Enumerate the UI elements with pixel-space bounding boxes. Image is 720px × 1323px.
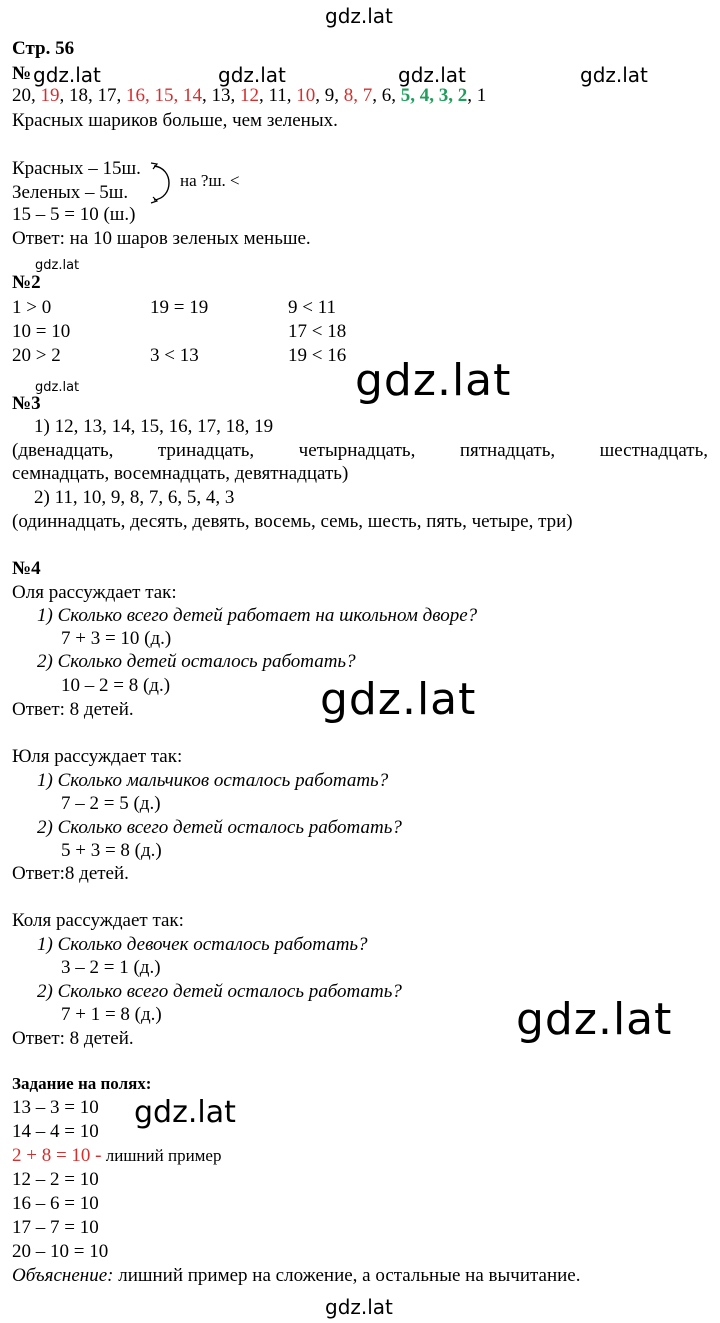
- margin-task-title: Задание на полях:: [12, 1074, 152, 1093]
- sequence-segment: 16, 15, 14: [126, 85, 202, 106]
- task2-cell: 3 < 13: [150, 345, 199, 366]
- watermark-small: gdz.lat: [35, 258, 80, 273]
- task1-red-count: Красных – 15ш.: [12, 158, 141, 179]
- watermark-bottom: gdz.lat: [325, 1295, 393, 1319]
- watermark-large: gdz.lat: [516, 994, 673, 1045]
- kolya-calc2: 7 + 1 = 8 (д.): [61, 1004, 162, 1025]
- margin-example: 14 – 4 = 10: [12, 1121, 99, 1142]
- kolya-answer: Ответ: 8 детей.: [12, 1028, 134, 1049]
- sequence-segment: 5, 4, 3, 2: [400, 85, 468, 106]
- olya-answer: Ответ: 8 детей.: [12, 699, 134, 720]
- odd-example: 2 + 8 = 10 -: [12, 1145, 102, 1166]
- watermark-large: gdz.lat: [320, 674, 477, 725]
- sequence-segment: , 13,: [202, 85, 240, 106]
- task3-title: №3: [12, 393, 41, 414]
- watermark: gdz.lat: [398, 63, 466, 87]
- task3-word: шестнадцать,: [599, 440, 708, 461]
- task-number-sign: №: [12, 63, 32, 84]
- task2-cell: 20 > 2: [12, 345, 61, 366]
- kolya-intro: Коля рассуждает так:: [12, 910, 184, 931]
- task2-cell: 19 = 19: [150, 297, 209, 318]
- margin-example: 12 – 2 = 10: [12, 1169, 99, 1190]
- task1-answer: Ответ: на 10 шаров зеленых меньше.: [12, 228, 311, 249]
- watermark-top: gdz.lat: [325, 4, 393, 28]
- yulya-intro: Юля рассуждает так:: [12, 746, 183, 767]
- kolya-calc1: 3 – 2 = 1 (д.): [61, 957, 161, 978]
- sequence-segment: , 18, 17,: [59, 85, 126, 106]
- sequence-segment: , 6,: [372, 85, 401, 106]
- task3-part2: 2) 11, 10, 9, 8, 7, 6, 5, 4, 3: [34, 487, 235, 508]
- olya-question2: 2) Сколько детей осталось работать?: [37, 651, 356, 672]
- sequence-segment: ,: [31, 85, 41, 106]
- olya-intro: Оля рассуждает так:: [12, 582, 177, 603]
- olya-calc1: 7 + 3 = 10 (д.): [61, 628, 172, 649]
- sequence-segment: 19: [40, 85, 60, 106]
- margin-example: 20 – 10 = 10: [12, 1241, 109, 1262]
- sequence-segment: 8, 7: [343, 85, 373, 106]
- yulya-question1: 1) Сколько мальчиков осталось работать?: [37, 770, 389, 791]
- yulya-calc2: 5 + 3 = 8 (д.): [61, 840, 162, 861]
- explanation-label: Объяснение:: [12, 1265, 114, 1286]
- task4-title: №4: [12, 558, 41, 579]
- task3-word: четырнадцать,: [298, 440, 416, 461]
- task1-statement: Красных шариков больше, чем зеленых.: [12, 110, 338, 131]
- task3-part1: 1) 12, 13, 14, 15, 16, 17, 18, 19: [34, 416, 274, 437]
- watermark-large: gdz.lat: [355, 355, 512, 406]
- sequence-segment: , 9,: [315, 85, 344, 106]
- page-title: Стр. 56: [12, 38, 75, 59]
- yulya-question2: 2) Сколько всего детей осталось работать?: [37, 817, 402, 838]
- task1-question: на ?ш. <: [180, 171, 240, 190]
- task2-cell: 17 < 18: [288, 321, 347, 342]
- task1-calculation: 15 – 5 = 10 (ш.): [12, 204, 136, 225]
- watermark-small: gdz.lat: [35, 380, 80, 395]
- compare-arrow-icon: [148, 160, 178, 206]
- watermark: gdz.lat: [218, 63, 286, 87]
- sequence-segment: 20: [12, 85, 31, 106]
- margin-example: 13 – 3 = 10: [12, 1097, 99, 1118]
- sequence-segment: 12: [240, 85, 259, 106]
- task2-cell: 19 < 16: [288, 345, 347, 366]
- explanation-text: лишний пример на сложение, а остальные на вычитание.: [113, 1265, 581, 1286]
- task3-words2: (одиннадцать, десять, девять, восемь, семь, шесть, пять, четыре, три): [12, 511, 573, 532]
- odd-example-line: [12, 1145, 221, 1167]
- task2-cell: 9 < 11: [288, 297, 337, 318]
- yulya-answer: Ответ:8 детей.: [12, 863, 129, 884]
- task2-cell: 1 > 0: [12, 297, 52, 318]
- kolya-question2: 2) Сколько всего детей осталось работать?: [37, 981, 402, 1002]
- sequence-segment: , 11,: [259, 85, 297, 106]
- kolya-question1: 1) Сколько девочек осталось работать?: [37, 934, 368, 955]
- yulya-calc1: 7 – 2 = 5 (д.): [61, 793, 161, 814]
- olya-question1: 1) Сколько всего детей работает на школьном дворе?: [37, 605, 478, 626]
- sequence-segment: , 1: [467, 85, 487, 106]
- task3-words-cont: семнадцать, восемнадцать, девятнадцать): [12, 463, 349, 484]
- margin-example: 17 – 7 = 10: [12, 1217, 99, 1238]
- task3-words-row: [12, 440, 708, 462]
- odd-example-label: лишний пример: [101, 1146, 222, 1165]
- task3-word: (двенадцать,: [12, 440, 114, 461]
- watermark-medium: gdz.lat: [130, 1095, 240, 1130]
- watermark: gdz.lat: [580, 63, 648, 87]
- task1-green-count: Зеленых – 5ш.: [12, 182, 129, 203]
- sequence-segment: 10: [296, 85, 316, 106]
- task2-title: №2: [12, 272, 41, 293]
- watermark: gdz.lat: [33, 63, 101, 87]
- explanation-line: [12, 1265, 580, 1287]
- task3-word: тринадцать,: [157, 440, 255, 461]
- number-sequence: [12, 85, 486, 107]
- olya-calc2: 10 – 2 = 8 (д.): [61, 675, 171, 696]
- task2-cell: 10 = 10: [12, 321, 71, 342]
- margin-example: 16 – 6 = 10: [12, 1193, 99, 1214]
- task3-word: пятнадцать,: [459, 440, 556, 461]
